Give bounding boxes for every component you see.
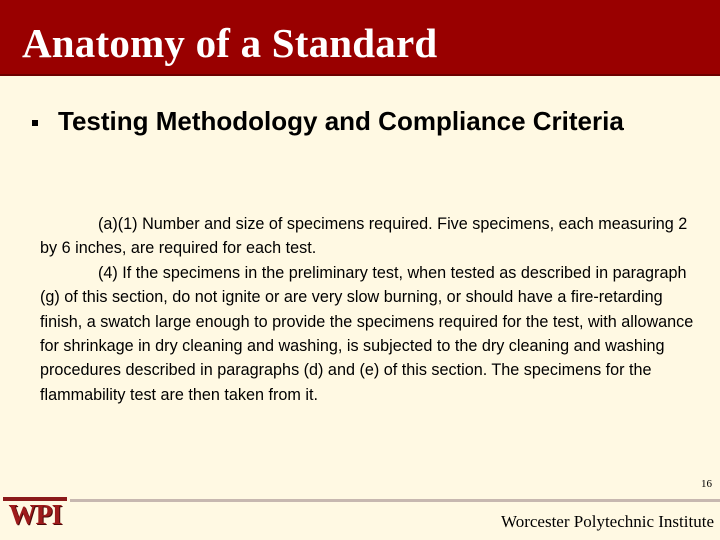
slide-title: Anatomy of a Standard <box>22 20 438 66</box>
footer-divider <box>70 499 720 502</box>
bullet-heading: Testing Methodology and Compliance Criteria <box>58 106 624 136</box>
institution-name: Worcester Polytechnic Institute <box>501 512 714 531</box>
title-bar <box>0 0 720 76</box>
page-number: 16 <box>701 478 712 490</box>
paragraph-a1: (a)(1) Number and size of specimens required. Five specimens, each measuring 2 by 6 inches, are required for each test. <box>40 215 688 258</box>
paragraph-4: (4) If the specimens in the preliminary test, when tested as described in paragraph (g) of this section, do not ignite or are very slow burning, or should have a fire-retarding finish, a swatch large enough to provide the specimens required for the test, with allowance for shrinkage in dry cleaning and washing, is subjected to the dry cleaning and washing procedures described in paragraphs (d) and (e) of this section. The specimens for the flammability test are then taken from it. <box>40 263 694 404</box>
logo-text: WPI <box>8 500 62 531</box>
square-bullet-icon <box>32 120 38 126</box>
wpi-logo <box>2 497 68 537</box>
standard-excerpt <box>40 212 700 407</box>
